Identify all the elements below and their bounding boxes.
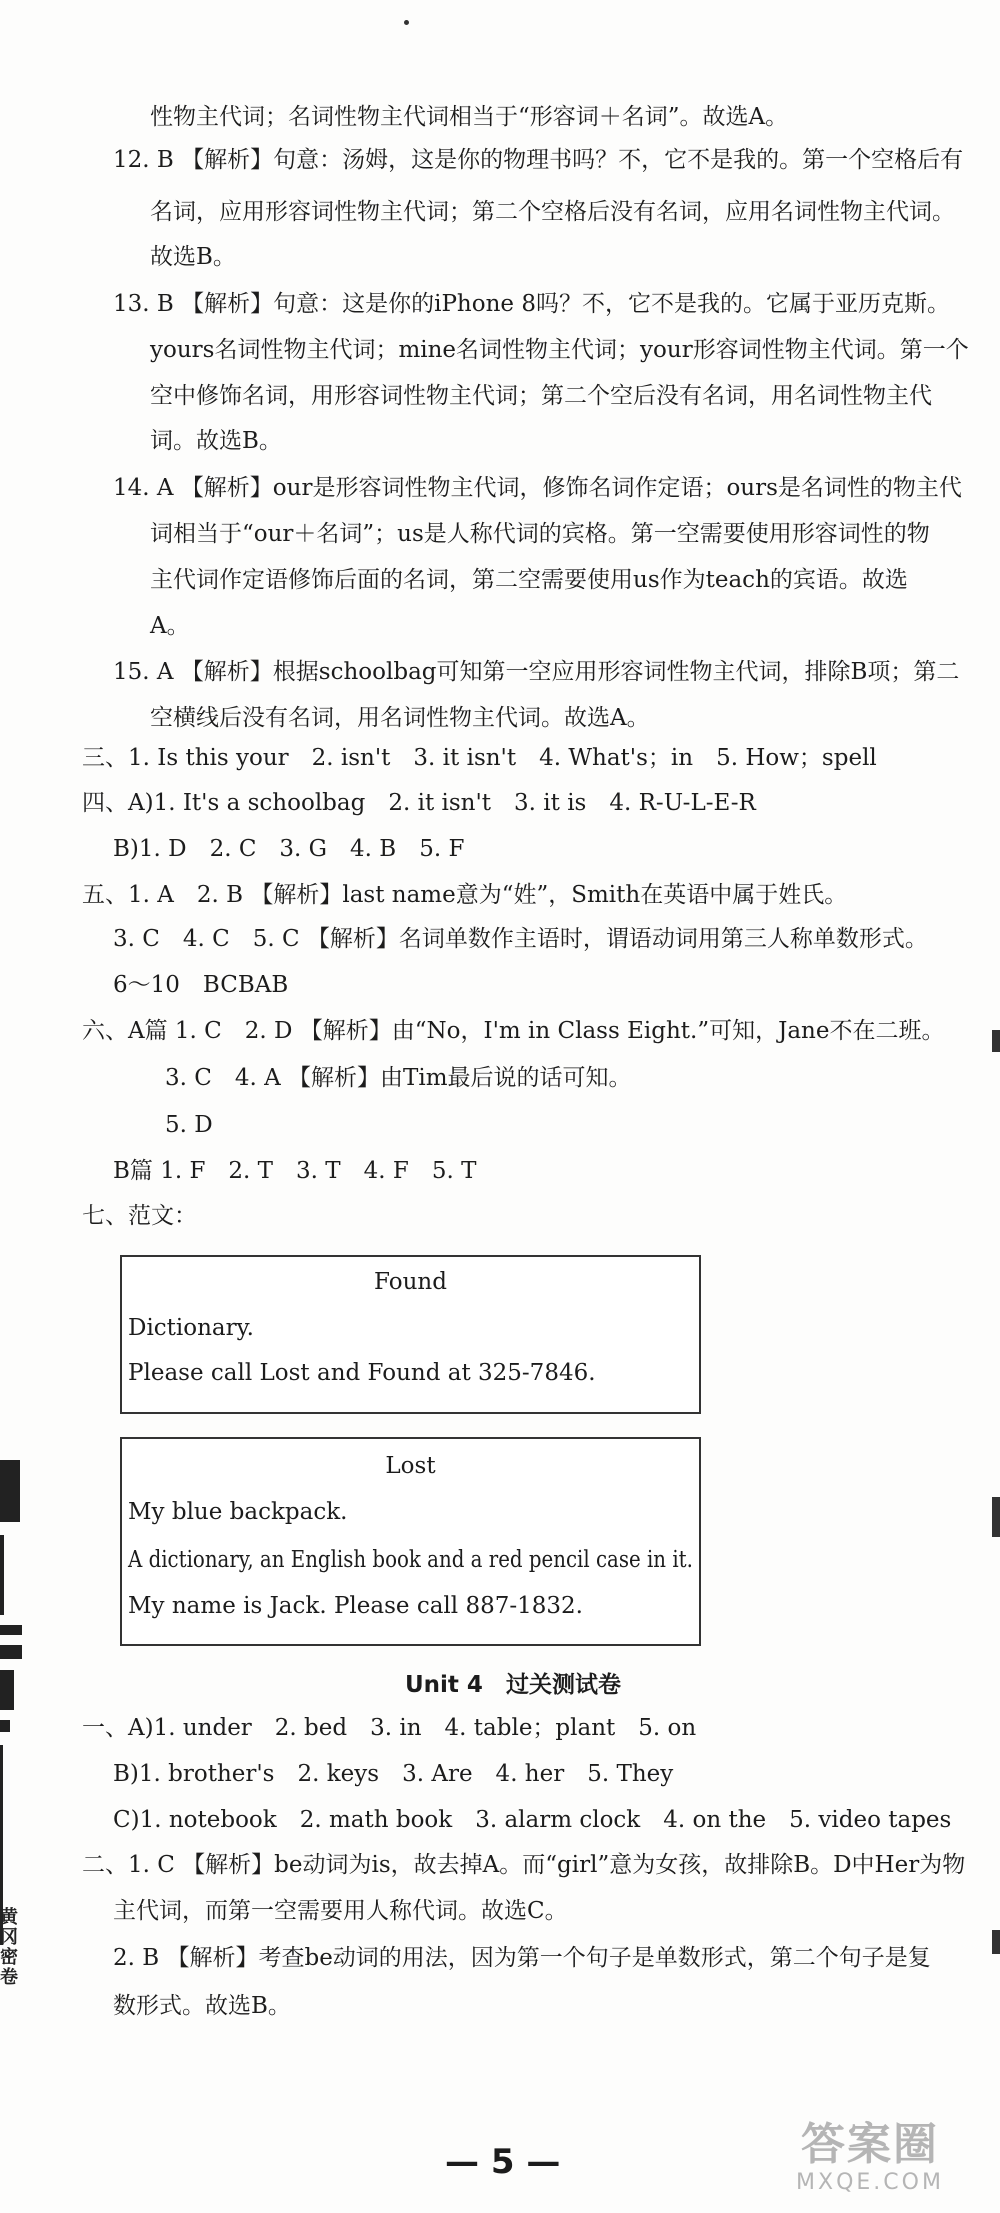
- strip-bar: [0, 1720, 10, 1732]
- found-notice-line: Please call Lost and Found at 325-7846.: [128, 1360, 596, 1386]
- answer-line: 七、范文：: [82, 1203, 197, 1229]
- strip-bar: [0, 1645, 22, 1659]
- answer-line: 四、A)1. It's a schoolbag 2. it isn't 3. it is 4. R-U-L-E-R: [82, 790, 756, 816]
- answer-line: 五、1. A 2. B 【解析】last name意为“姓”，Smith在英语中属于姓氏。: [82, 882, 848, 908]
- answer-line: 2. B 【解析】考查be动词的用法，因为第一个句子是单数形式，第二个句子是复: [113, 1945, 931, 1971]
- watermark: [750, 2120, 990, 2205]
- answer-line: 词。故选B。: [150, 428, 282, 454]
- answer-line: 13. B 【解析】句意：这是你的iPhone 8吗？不，它不是我的。它属于亚历克斯。: [113, 291, 950, 317]
- answer-line: 二、1. C 【解析】be动词为is，故去掉A。而“girl”意为女孩，故排除B。D中Her为物: [82, 1852, 966, 1878]
- page-number: — 5 —: [445, 2142, 561, 2182]
- lost-notice-line: My name is Jack. Please call 887-1832.: [128, 1593, 583, 1619]
- side-brand-text: 黄 冈 密 卷: [0, 1907, 18, 1988]
- answer-line: 12. B 【解析】句意：汤姆，这是你的物理书吗？不，它不是我的。第一个空格后有: [113, 147, 964, 173]
- answer-line: 数形式。故选B。: [113, 1993, 291, 2019]
- found-notice-box: [120, 1255, 701, 1414]
- answer-line: B)1. brother's 2. keys 3. Are 4. her 5. They: [113, 1761, 674, 1787]
- answer-line: 15. A 【解析】根据schoolbag可知第一空应用形容词性物主代词，排除B项；第二: [113, 659, 960, 685]
- lost-notice-line: A dictionary, an English book and a red pencil case in it.: [128, 1547, 693, 1573]
- lost-notice-title: Lost: [385, 1453, 436, 1479]
- watermark-url: MXQE.COM: [796, 2170, 944, 2195]
- answer-line: 3. C 4. A 【解析】由Tim最后说的话可知。: [165, 1065, 632, 1091]
- strip-bar: [0, 1670, 14, 1710]
- answer-line: B篇 1. F 2. T 3. T 4. F 5. T: [113, 1158, 477, 1184]
- answer-line: 5. D: [165, 1112, 213, 1138]
- strip-bar: [0, 1460, 20, 1522]
- answer-line: 名词，应用形容词性物主代词；第二个空格后没有名词，应用名词性物主代词。: [150, 199, 955, 225]
- answer-line: 六、A篇 1. C 2. D 【解析】由“No，I'm in Class Eight.”可知，Jane不在二班。: [82, 1018, 945, 1044]
- found-notice-line: Dictionary.: [128, 1315, 254, 1341]
- strip-bar: [0, 1535, 4, 1615]
- watermark-logo-text: 答案圈: [801, 2119, 939, 2170]
- answer-line: 空中修饰名词，用形容词性物主代词；第二个空后没有名词，用名词性物主代: [150, 383, 932, 409]
- answer-line: 主代词，而第一空需要用人称代词。故选C。: [113, 1898, 568, 1924]
- unit-title: Unit 4 过关测试卷: [405, 1672, 621, 1698]
- answer-line: yours名词性物主代词；mine名词性物主代词；your形容词性物主代词。第一个: [150, 337, 969, 363]
- answer-line: A。: [150, 613, 190, 639]
- answer-line: 6～10 BCBAB: [113, 972, 289, 998]
- answer-line: 空横线后没有名词，用名词性物主代词。故选A。: [150, 705, 650, 731]
- edge-mark: [992, 1497, 1000, 1537]
- answer-line: 故选B。: [150, 244, 236, 270]
- strip-bar: [0, 1625, 22, 1635]
- answer-line: 词相当于“our＋名词”；us是人称代词的宾格。第一空需要使用形容词性的物: [150, 521, 930, 547]
- answer-line: 性物主代词；名词性物主代词相当于“形容词＋名词”。故选A。: [150, 104, 789, 130]
- answer-line: 14. A 【解析】our是形容词性物主代词，修饰名词作定语；ours是名词性的物主代: [113, 475, 962, 501]
- answer-line: 一、A)1. under 2. bed 3. in 4. table；plant 5. on: [82, 1715, 697, 1741]
- side-brand-strip: [0, 1460, 22, 2000]
- answer-line: 主代词作定语修饰后面的名词，第二空需要使用us作为teach的宾语。故选: [150, 567, 908, 593]
- answer-line: 3. C 4. C 5. C 【解析】名词单数作主语时，谓语动词用第三人称单数形式。: [113, 926, 928, 952]
- edge-mark: [992, 1930, 1000, 1954]
- lost-notice-line: My blue backpack.: [128, 1499, 348, 1525]
- lost-notice-box: [120, 1437, 701, 1646]
- answer-line: C)1. notebook 2. math book 3. alarm clock 4. on the 5. video tapes: [113, 1807, 952, 1833]
- edge-mark: [992, 1030, 1000, 1052]
- scan-dot: [404, 20, 409, 25]
- answer-line: 三、1. Is this your 2. isn't 3. it isn't 4. What's；in 5. How；spell: [82, 745, 877, 771]
- found-notice-title: Found: [374, 1269, 447, 1295]
- answer-line: B)1. D 2. C 3. G 4. B 5. F: [113, 836, 465, 862]
